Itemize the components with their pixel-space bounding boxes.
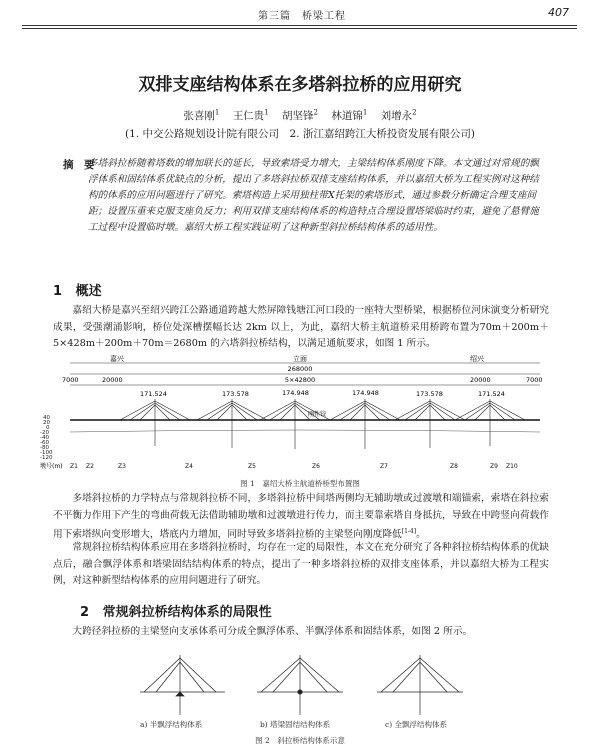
tower-2 <box>197 399 267 448</box>
pier-label: Z9 <box>490 463 498 470</box>
diagram-tower-girder-fixed <box>257 655 343 715</box>
pier-label: Z7 <box>380 463 388 470</box>
running-header <box>0 0 600 26</box>
bridge-elevation-figure <box>40 354 560 474</box>
water-line <box>70 430 540 432</box>
structure-systems-figure <box>130 650 470 722</box>
author: 胡坚锋$^2$ <box>282 108 318 122</box>
y-tick: 20 <box>43 420 50 426</box>
tower-elevation-3: 174.948 <box>282 389 309 397</box>
tower-elevation-5: 173.578 <box>416 390 443 398</box>
figure-1-caption: 图 1 嘉绍大桥主航道桥桥型布置图 <box>240 479 360 488</box>
subcaption-b: b) 塔梁固结结构体系 <box>260 720 331 729</box>
pier-axis-label: 墩号(m) <box>40 463 63 470</box>
elevation-axis <box>40 415 53 461</box>
section-2-heading <box>80 601 272 620</box>
header-rule-thin <box>22 28 577 29</box>
label-elevation: 立面 <box>293 355 307 363</box>
diagram-semi-floating <box>140 655 225 715</box>
tower-4 <box>330 399 400 449</box>
label-jiaxing: 嘉兴 <box>110 355 124 363</box>
tower-6 <box>455 399 525 446</box>
abstract-text: 多塔斜拉桥随着塔数的增加联长的延长，导致索塔受力增大，主梁结构体系刚度下降。本文通过对常规的飘浮体系和固结体系优缺点的分析，提出了多塔斜拉桥双排支座结构体系，并以嘉绍大桥为工程实例对这种结构的体系的应用问题进行了研究。索塔构造上采用独柱带X托架的索塔形式，通过参数分析确定合理支座间距；设置压重来克服支座负反力；利用双排支座结构体系的构造特点合理设置塔梁临时约束，避免了悬臂施工过程中设置临时墩。嘉绍大桥工程实践证明了这种新型斜拉桥结构体系的适用性。 <box>88 158 539 233</box>
page-number: 407 <box>548 6 569 19</box>
y-tick: 0 <box>46 425 50 431</box>
dim-main-spans: 5×42800 <box>284 376 316 384</box>
tower-5 <box>395 399 465 448</box>
pier-label: Z3 <box>118 463 126 470</box>
dim-total: 268000 <box>287 365 313 373</box>
figure-2-caption: 图 2 斜拉桥结构体系示意 <box>255 736 345 745</box>
author: 王仁贵$^1$ <box>232 108 269 122</box>
tower-elevation-2: 173.578 <box>222 390 249 398</box>
tower-1 <box>120 399 190 446</box>
y-tick: 40 <box>43 415 50 421</box>
subcaption-c: c) 全飘浮结构体系 <box>385 720 448 729</box>
y-tick: -20 <box>40 430 49 436</box>
section-number: 2 <box>80 605 90 620</box>
abstract-label: 摘 要 <box>63 159 95 171</box>
paper-title: 双排支座结构体系在多塔斜拉桥的应用研究 <box>138 75 462 95</box>
pier-label: Z8 <box>450 463 458 470</box>
tower-3 <box>260 399 330 449</box>
dim-end-left: 7000 <box>62 376 79 384</box>
y-tick: -120 <box>40 455 53 461</box>
y-tick: -100 <box>40 450 53 456</box>
affiliations: (1. 中交公路规划设计院有限公司 2. 浙江嘉绍跨江大桥投资发展有限公司) <box>125 128 475 140</box>
author: 林道锦$^1$ <box>331 108 368 122</box>
section-title: 概述 <box>75 284 102 299</box>
girder-note: 刚性铰 <box>308 411 327 418</box>
pier-label: Z2 <box>86 463 94 470</box>
section-number: 1 <box>53 284 63 299</box>
author-list <box>0 108 600 123</box>
pier-labels <box>70 463 518 470</box>
paragraph-systems: 大跨径斜拉桥的主梁竖向支承体系可分成全飘浮体系、半飘浮体系和固结体系，如图 2 所示。 <box>72 626 473 637</box>
tower-elevation-4: 174.948 <box>352 389 379 397</box>
author: 张喜刚$^1$ <box>183 108 220 122</box>
author: 刘增永$^2$ <box>380 108 417 122</box>
y-tick: -40 <box>40 435 49 441</box>
pier-label: Z5 <box>248 463 256 470</box>
y-tick: -60 <box>40 440 49 446</box>
label-shaoxing: 绍兴 <box>470 355 484 363</box>
dim-side-right: 20000 <box>470 376 491 384</box>
dim-end-right: 7000 <box>526 376 543 384</box>
citation: [1-4] <box>401 528 417 535</box>
pier-label: Z4 <box>185 463 193 470</box>
header-section: 第三篇 桥梁工程 <box>258 11 346 22</box>
paragraph-overview: 嘉绍大桥是嘉兴至绍兴跨江公路通道跨越大然屏障钱塘江河口段的一座特大型桥梁，根据桥位河床演变分析研究成果，受强潮涌影响，桥位处深槽摆幅长达 2km 以上，为此，嘉绍大桥主航道桥采用桥跨布置为70m＋200m＋5×428m＋200m＋70m＝2680m 的六塔斜拉桥结构，以满足通航要求，如图 1 所示。 <box>53 305 549 349</box>
tower-group <box>120 399 525 449</box>
tower-elevation-1: 171.524 <box>140 390 167 398</box>
y-tick: -80 <box>40 445 49 451</box>
paragraph-mechanics: 多塔斜拉桥的力学特点与常规斜拉桥不同，多塔斜拉桥中间塔两侧均无辅助墩或过渡墩和端锚索，索塔在斜拉索不平衡力作用下产生的弯曲荷载无法借助辅助墩和过渡墩进行传力，而主要靠索塔自身抵抗，导致在中跨竖向荷载作用下索塔纵向变形增大，塔底内力增加，同时导致多塔斜拉桥的主梁竖向刚度降低[1-4]。 <box>53 493 549 541</box>
dim-side-left: 20000 <box>102 376 123 384</box>
subcaption-a: a) 半飘浮结构体系 <box>140 720 203 729</box>
tower-elevation-6: 171.524 <box>478 390 505 398</box>
paragraph-proposal: 常规斜拉桥结构体系应用在多塔斜拉桥时，均存在一定的局限性，本文在充分研究了各种斜拉桥结构体系的优缺点后，融合飘浮体系和塔梁固结结构体系的特点，提出了一种多塔斜拉桥的双排支座体系，并以嘉绍大桥为工程实例，对这种新型结构体系的应用问题进行了研究。 <box>53 542 549 586</box>
header-rule <box>22 25 577 26</box>
diagram-full-floating <box>377 655 463 715</box>
pier-label: Z1 <box>70 463 78 470</box>
section-1-heading <box>53 280 102 299</box>
pier-label: Z10 <box>506 463 518 470</box>
pier-label: Z6 <box>312 463 320 470</box>
section-title: 常规斜拉桥结构体系的局限性 <box>102 605 272 620</box>
